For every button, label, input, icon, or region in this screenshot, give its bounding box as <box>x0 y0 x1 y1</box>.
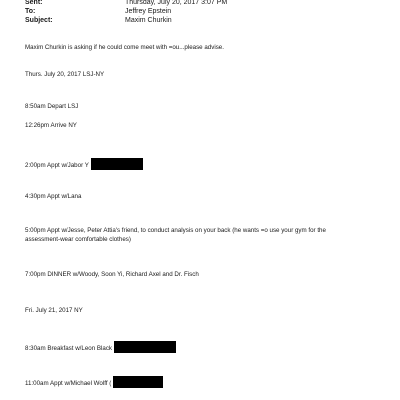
day2-heading: Fri. July 21, 2017 NY <box>25 307 83 314</box>
redaction-bar <box>114 341 176 353</box>
schedule-line <box>25 376 163 388</box>
schedule-line: 4:30pm Appt w/Lana <box>25 193 82 200</box>
schedule-text: 11:00am Appt w/Michael Wolff ( <box>25 380 112 387</box>
schedule-line: 8:50am Depart LSJ <box>25 103 79 110</box>
schedule-text: 8:30am Breakfast w/Leon Black <box>25 345 113 352</box>
schedule-line-continued: assessment-wear comfortable clothes) <box>25 236 131 243</box>
to-label: To: <box>25 8 36 15</box>
sent-label: Sent: <box>25 0 43 6</box>
schedule-line: 5:00pm Appt w/Jesse, Peter Attia's friend, to conduct analysis on your back (he wants =o use your gym for the <box>25 227 326 234</box>
subject-label: Subject: <box>25 17 53 24</box>
schedule-line <box>25 341 176 353</box>
intro-line: Maxim Churkin is asking if he could come meet with =ou...please advise. <box>25 44 224 51</box>
day1-heading: Thurs. July 20, 2017 LSJ-NY <box>25 71 105 78</box>
schedule-line: 12:26pm Arrive NY <box>25 122 77 129</box>
redaction-bar <box>91 158 143 170</box>
schedule-text: 2:00pm Appt w/Jabor Y <box>25 162 89 169</box>
subject-value: Maxim Churkin <box>125 17 172 24</box>
schedule-line: 7:00pm DINNER w/Woody, Soon Yi, Richard Axel and Dr. Fisch <box>25 271 199 278</box>
schedule-line <box>25 158 143 170</box>
redaction-bar <box>113 376 163 388</box>
sent-value: Thursday, July 20, 2017 3:07 PM <box>125 0 228 6</box>
to-value: Jeffrey Epstein <box>125 8 172 15</box>
